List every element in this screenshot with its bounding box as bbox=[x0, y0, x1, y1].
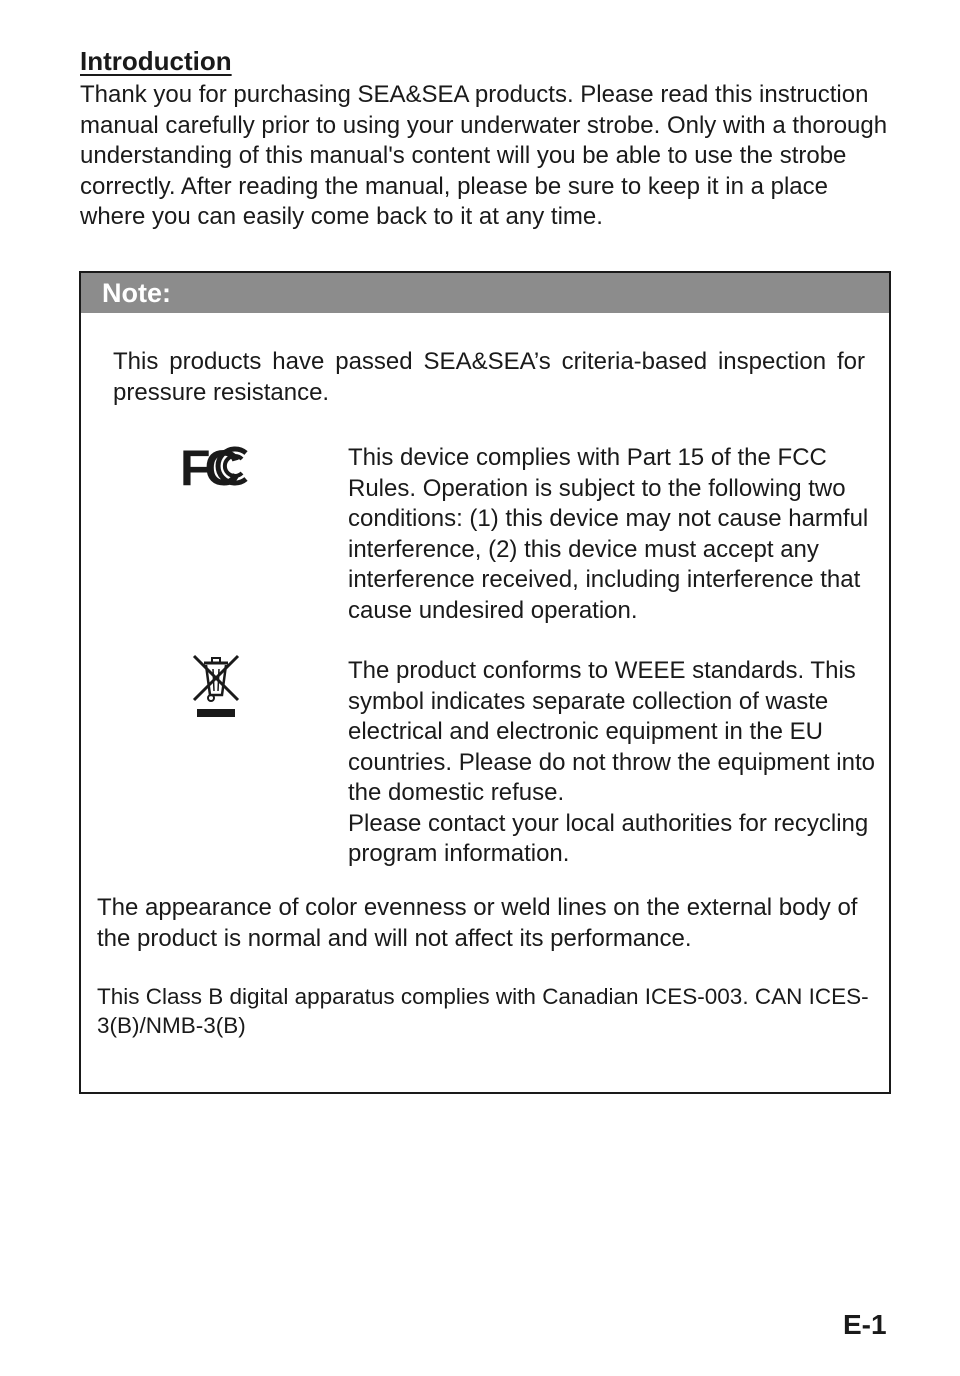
fcc-logo-letters: FC bbox=[180, 440, 235, 491]
intro-paragraph: Thank you for purchasing SEA&SEA products. Please read this instruction manual carefully prior to using your underwater strobe. Only with a thorough understanding of this manual's content will you be able to use the strobe correctly. After reading the manual, please be sure to keep it in a place where you can easily come back to it at any time. bbox=[80, 81, 888, 230]
weee-text bbox=[348, 656, 888, 870]
intro-heading: Introduction bbox=[80, 46, 232, 76]
note-box bbox=[79, 271, 891, 1094]
note-title: Note: bbox=[81, 273, 889, 313]
weee-standards-text: The product conforms to WEEE standards. This symbol indicates separate collection of waste electrical and electronic equipment in the EU countries. Please do not throw the equipment into the domestic refuse. bbox=[348, 657, 875, 806]
weee-crossed-bin-icon bbox=[191, 653, 241, 723]
fcc-logo-icon bbox=[180, 439, 252, 491]
appearance-text: The appearance of color evenness or weld lines on the external body of the product is normal and will not affect its performance. bbox=[97, 894, 858, 952]
pressure-resistance-text: This products have passed SEA&SEA’s criteria-based inspection for pressure resistance. bbox=[113, 348, 865, 406]
fcc-compliance-text: This device complies with Part 15 of the FCC Rules. Operation is subject to the following two conditions: (1) this device may not cause harmful interference, (2) this device must accept any interference received, including interference that cause undesired operation. bbox=[348, 444, 869, 624]
page-number: E-1 bbox=[843, 1309, 887, 1340]
ices-compliance-text: This Class B digital apparatus complies with Canadian ICES-003. CAN ICES-3(B)/NMB-3(B) bbox=[97, 984, 869, 1038]
weee-contact-text: Please contact your local authorities for recycling program information. bbox=[348, 809, 869, 867]
